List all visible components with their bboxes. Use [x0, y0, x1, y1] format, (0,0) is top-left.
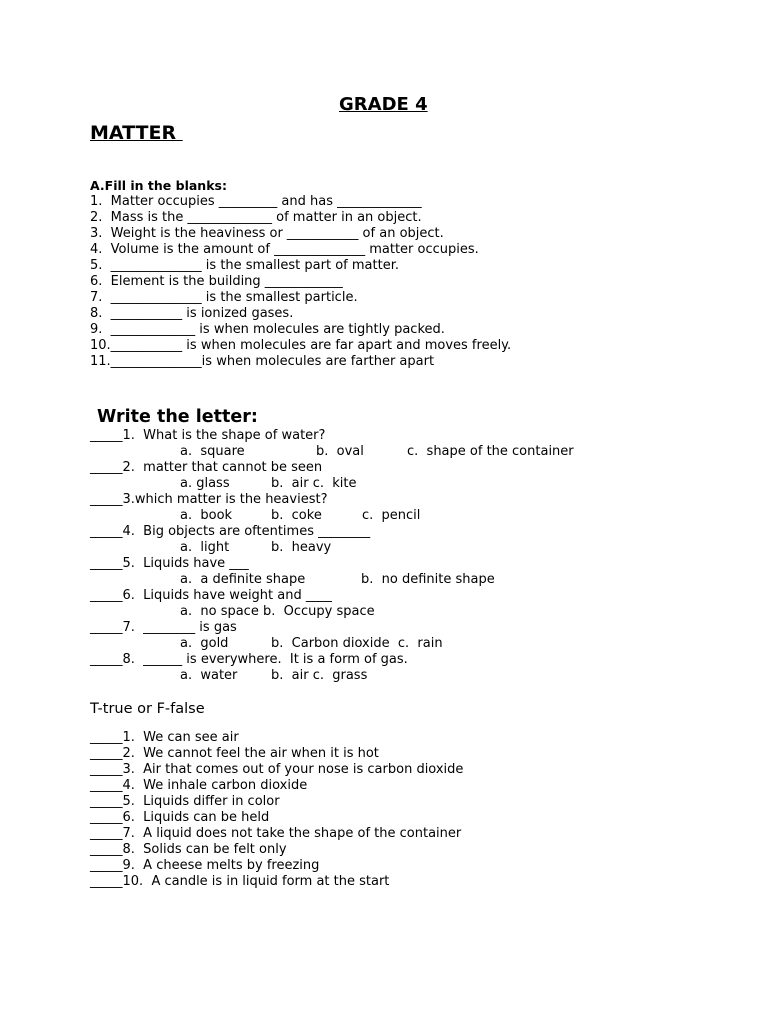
tf-item-2: _____2. We cannot feel the air when it is hot: [90, 746, 379, 761]
tf-item-8: _____8. Solids can be felt only: [90, 842, 287, 857]
letter-question-7: _____7. ________ is gas: [90, 620, 237, 635]
letter-option: a. square: [180, 444, 245, 459]
section-a-title: A.Fill in the blanks:: [90, 178, 227, 193]
fill-item-1: 1. Matter occupies _________ and has _____________: [90, 194, 422, 209]
letter-question-1: _____1. What is the shape of water?: [90, 428, 326, 443]
letter-option: a. gold: [180, 636, 229, 651]
fill-item-2: 2. Mass is the _____________ of matter in an object.: [90, 210, 422, 225]
letter-option: b. coke: [271, 508, 322, 523]
letter-question-6: _____6. Liquids have weight and ____: [90, 588, 332, 603]
subject-heading: MATTER: [90, 122, 183, 144]
fill-item-5: 5. ______________ is the smallest part of matter.: [90, 258, 399, 273]
fill-item-7: 7. ______________ is the smallest particle.: [90, 290, 358, 305]
letter-option: b. Carbon dioxide c. rain: [271, 636, 443, 651]
letter-option: a. glass: [180, 476, 230, 491]
letter-option: a. no space b. Occupy space: [180, 604, 375, 619]
grade-heading: GRADE 4: [339, 94, 428, 115]
fill-item-10: 10.___________ is when molecules are far apart and moves freely.: [90, 338, 512, 353]
fill-item-3: 3. Weight is the heaviness or ___________ of an object.: [90, 226, 444, 241]
tf-item-5: _____5. Liquids differ in color: [90, 794, 280, 809]
letter-option: b. air c. grass: [271, 668, 368, 683]
letter-option: c. shape of the container: [407, 444, 574, 459]
letter-option: c. pencil: [362, 508, 421, 523]
tf-item-6: _____6. Liquids can be held: [90, 810, 270, 825]
tf-item-1: _____1. We can see air: [90, 730, 239, 745]
fill-item-6: 6. Element is the building ____________: [90, 274, 343, 289]
section-c-title: T-true or F-false: [90, 701, 205, 717]
tf-item-3: _____3. Air that comes out of your nose is carbon dioxide: [90, 762, 464, 777]
tf-item-4: _____4. We inhale carbon dioxide: [90, 778, 308, 793]
fill-item-11: 11.______________is when molecules are farther apart: [90, 354, 435, 369]
fill-item-4: 4. Volume is the amount of ______________ matter occupies.: [90, 242, 479, 257]
tf-item-10: _____10. A candle is in liquid form at the start: [90, 874, 390, 889]
letter-option: a. water: [180, 668, 238, 683]
letter-option: a. light: [180, 540, 230, 555]
tf-item-7: _____7. A liquid does not take the shape of the container: [90, 826, 462, 841]
letter-option: a. a definite shape: [180, 572, 306, 587]
letter-option: b. heavy: [271, 540, 332, 555]
fill-item-8: 8. ___________ is ionized gases.: [90, 306, 294, 321]
letter-option: b. no definite shape: [361, 572, 495, 587]
letter-option: b. oval: [316, 444, 364, 459]
letter-question-2: _____2. matter that cannot be seen: [90, 460, 323, 475]
section-b-title: Write the letter:: [97, 407, 258, 427]
letter-option: b. air c. kite: [271, 476, 357, 491]
letter-option: a. book: [180, 508, 233, 523]
tf-item-9: _____9. A cheese melts by freezing: [90, 858, 320, 873]
letter-question-4: _____4. Big objects are oftentimes ________: [90, 524, 371, 539]
letter-question-5: _____5. Liquids have ___: [90, 556, 249, 571]
fill-item-9: 9. _____________ is when molecules are tightly packed.: [90, 322, 445, 337]
letter-question-3: _____3.which matter is the heaviest?: [90, 492, 328, 507]
letter-question-8: _____8. ______ is everywhere. It is a form of gas.: [90, 652, 408, 667]
